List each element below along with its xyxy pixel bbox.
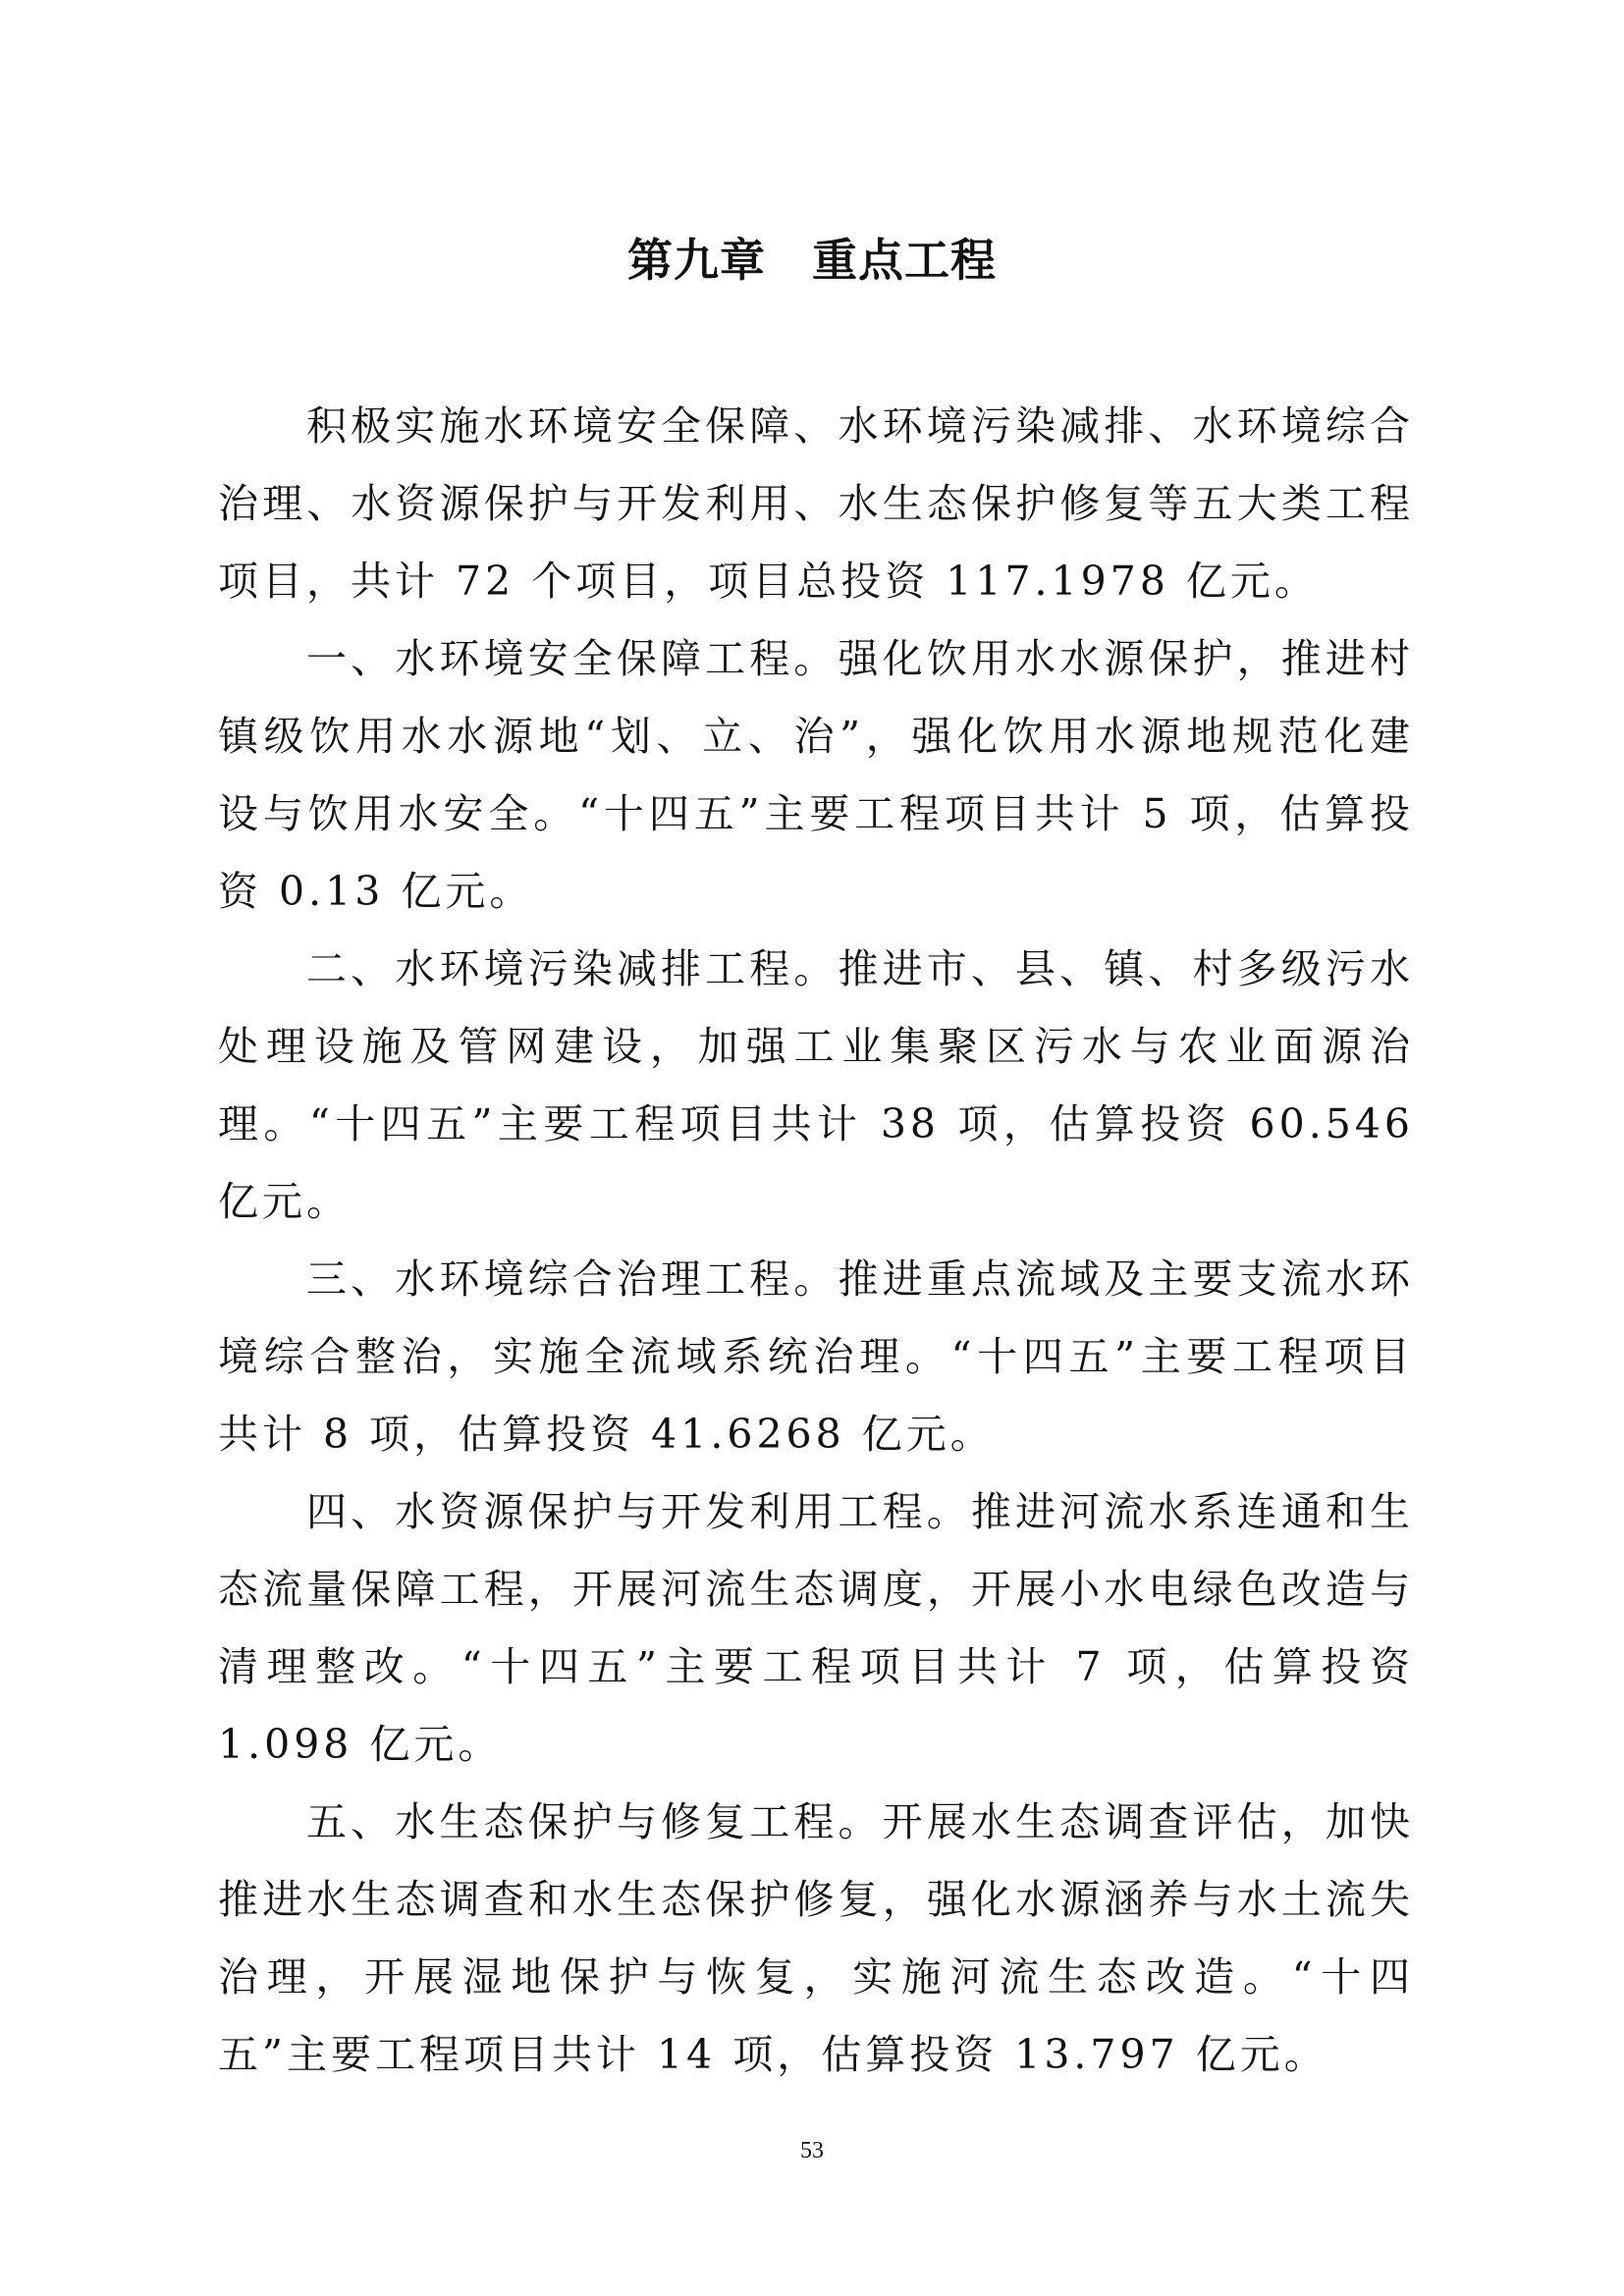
paragraph-ecology-restoration: 五、水生态保护与修复工程。开展水生态调查评估，加快推进水生态调查和水生态保护修复，强化水源涵养与水土流失治理，开展湿地保护与恢复，实施河流生态改造。“十四五”主要工程项目共计 14 项，估算投资 13.797 亿元。	[218, 1798, 1414, 2078]
chapter-body	[218, 388, 1414, 2094]
page-number: 53	[800, 2138, 824, 2163]
paragraph-comprehensive-treatment: 三、水环境综合治理工程。推进重点流域及主要支流水环境综合整治，实施全流域系统治理。“十四五”主要工程项目共计 8 项，估算投资 41.6268 亿元。	[218, 1255, 1414, 1458]
intro-paragraph: 积极实施水环境安全保障、水环境污染减排、水环境综合治理、水资源保护与开发利用、水生态保护修复等五大类工程项目，共计 72 个项目，项目总投资 117.1978 亿元。	[218, 402, 1414, 605]
chapter-title: 第九章 重点工程	[627, 234, 997, 287]
paragraph-water-resources: 四、水资源保护与开发利用工程。推进河流水系连通和生态流量保障工程，开展河流生态调度，开展小水电绿色改造与清理整改。“十四五”主要工程项目共计 7 项，估算投资 1.098 亿元。	[218, 1488, 1414, 1768]
paragraph-pollution-reduction: 二、水环境污染减排工程。推进市、县、镇、村多级污水处理设施及管网建设，加强工业集聚区污水与农业面源治理。“十四五”主要工程项目共计 38 项，估算投资 60.546 亿元。	[218, 945, 1414, 1225]
paragraph-water-safety: 一、水环境安全保障工程。强化饮用水水源保护，推进村镇级饮用水水源地“划、立、治”，强化饮用水源地规范化建设与饮用水安全。“十四五”主要工程项目共计 5 项，估算投资 0.13 亿元。	[218, 635, 1414, 915]
